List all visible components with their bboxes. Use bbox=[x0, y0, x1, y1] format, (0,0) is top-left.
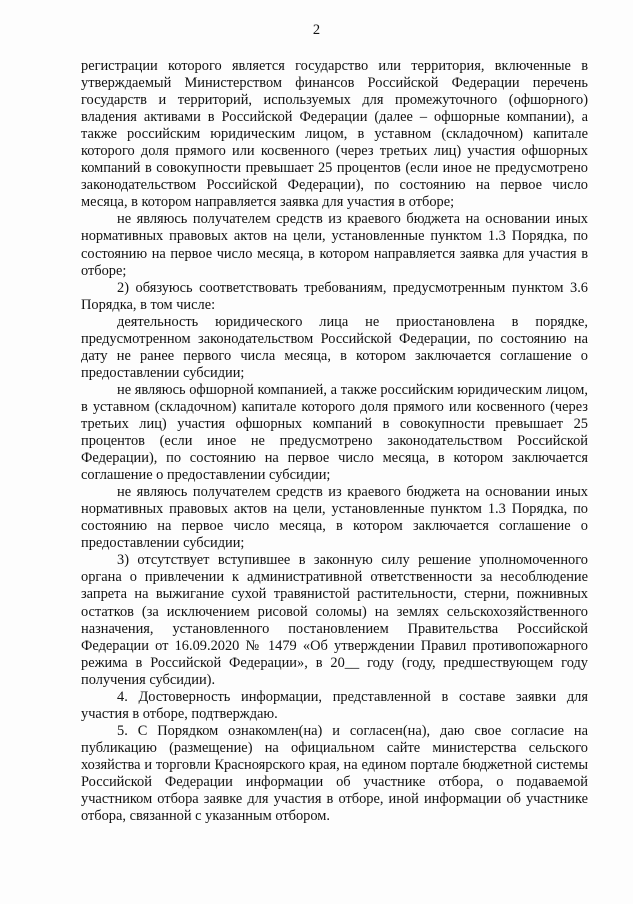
paragraph: 5. С Порядком ознакомлен(на) и согласен(на), даю свое согласие на публикацию (размещение) на официальном сайте министерства сельского хозяйства и торговли Красноярского края, на едином портале бюджетной системы Российской Федерации информации об участнике отбора, о подаваемой участником отбора заявке для участия в отборе, иной информации об участнике отбора, связанной с указанным отбором. bbox=[81, 722, 588, 825]
paragraph: регистрации которого является государство или территория, включенные в утверждаемый Министерством финансов Российской Федерации перечень государств и территорий, используемых для промежуточного (офшорного) владения активами в Российской Федерации (далее – офшорные компании), а также российским юридическим лицом, в уставном (складочном) капитале которого доля прямого или косвенного (через третьих лиц) участия офшорных компаний в совокупности превышает 25 процентов (если иное не предусмотрено законодательством Российской Федерации), по состоянию на первое число месяца, в котором направляется заявка для участия в отборе; bbox=[81, 58, 588, 211]
document-body bbox=[81, 58, 588, 825]
paragraph: не являюсь получателем средств из краевого бюджета на основании иных нормативных правовых актов на цели, установленные пунктом 1.3 Порядка, по состоянию на первое число месяца, в котором заключается соглашение о предоставлении субсидии; bbox=[81, 484, 588, 552]
paragraph: 3) отсутствует вступившее в законную силу решение уполномоченного органа о привлечении к административной ответственности за несоблюдение запрета на выжигание сухой травянистой растительности, стерни, пожнивных остатков (за исключением рисовой соломы) на землях сельскохозяйственного назначения, установленного постановлением Правительства Российской Федерации от 16.09.2020 № 1479 «Об утверждении Правил противопожарного режима в Российской Федерации», в 20__ году (году, предшествующем году получения субсидии). bbox=[81, 552, 588, 688]
page-number: 2 bbox=[312, 22, 321, 38]
paragraph: деятельность юридического лица не приостановлена в порядке, предусмотренном законодательством Российской Федерации, по состоянию на дату не ранее первого числа месяца, в котором заключается соглашение о предоставлении субсидии; bbox=[81, 313, 588, 381]
paragraph: не являюсь получателем средств из краевого бюджета на основании иных нормативных правовых актов на цели, установленные пунктом 1.3 Порядка, по состоянию на первое число месяца, в котором направляется заявка для участия в отборе; bbox=[81, 211, 588, 279]
paragraph: 4. Достоверность информации, представленной в составе заявки для участия в отборе, подтверждаю. bbox=[81, 688, 588, 722]
paragraph: не являюсь офшорной компанией, а также российским юридическим лицом, в уставном (складочном) капитале которого доля прямого или косвенного (через третьих лиц) участия офшорных компаний в совокупности превышает 25 процентов (если иное не предусмотрено законодательством Российской Федерации), по состоянию на первое число месяца, в котором заключается соглашение о предоставлении субсидии; bbox=[81, 381, 588, 484]
paragraph: 2) обязуюсь соответствовать требованиям, предусмотренным пунктом 3.6 Порядка, в том числе: bbox=[81, 279, 588, 313]
